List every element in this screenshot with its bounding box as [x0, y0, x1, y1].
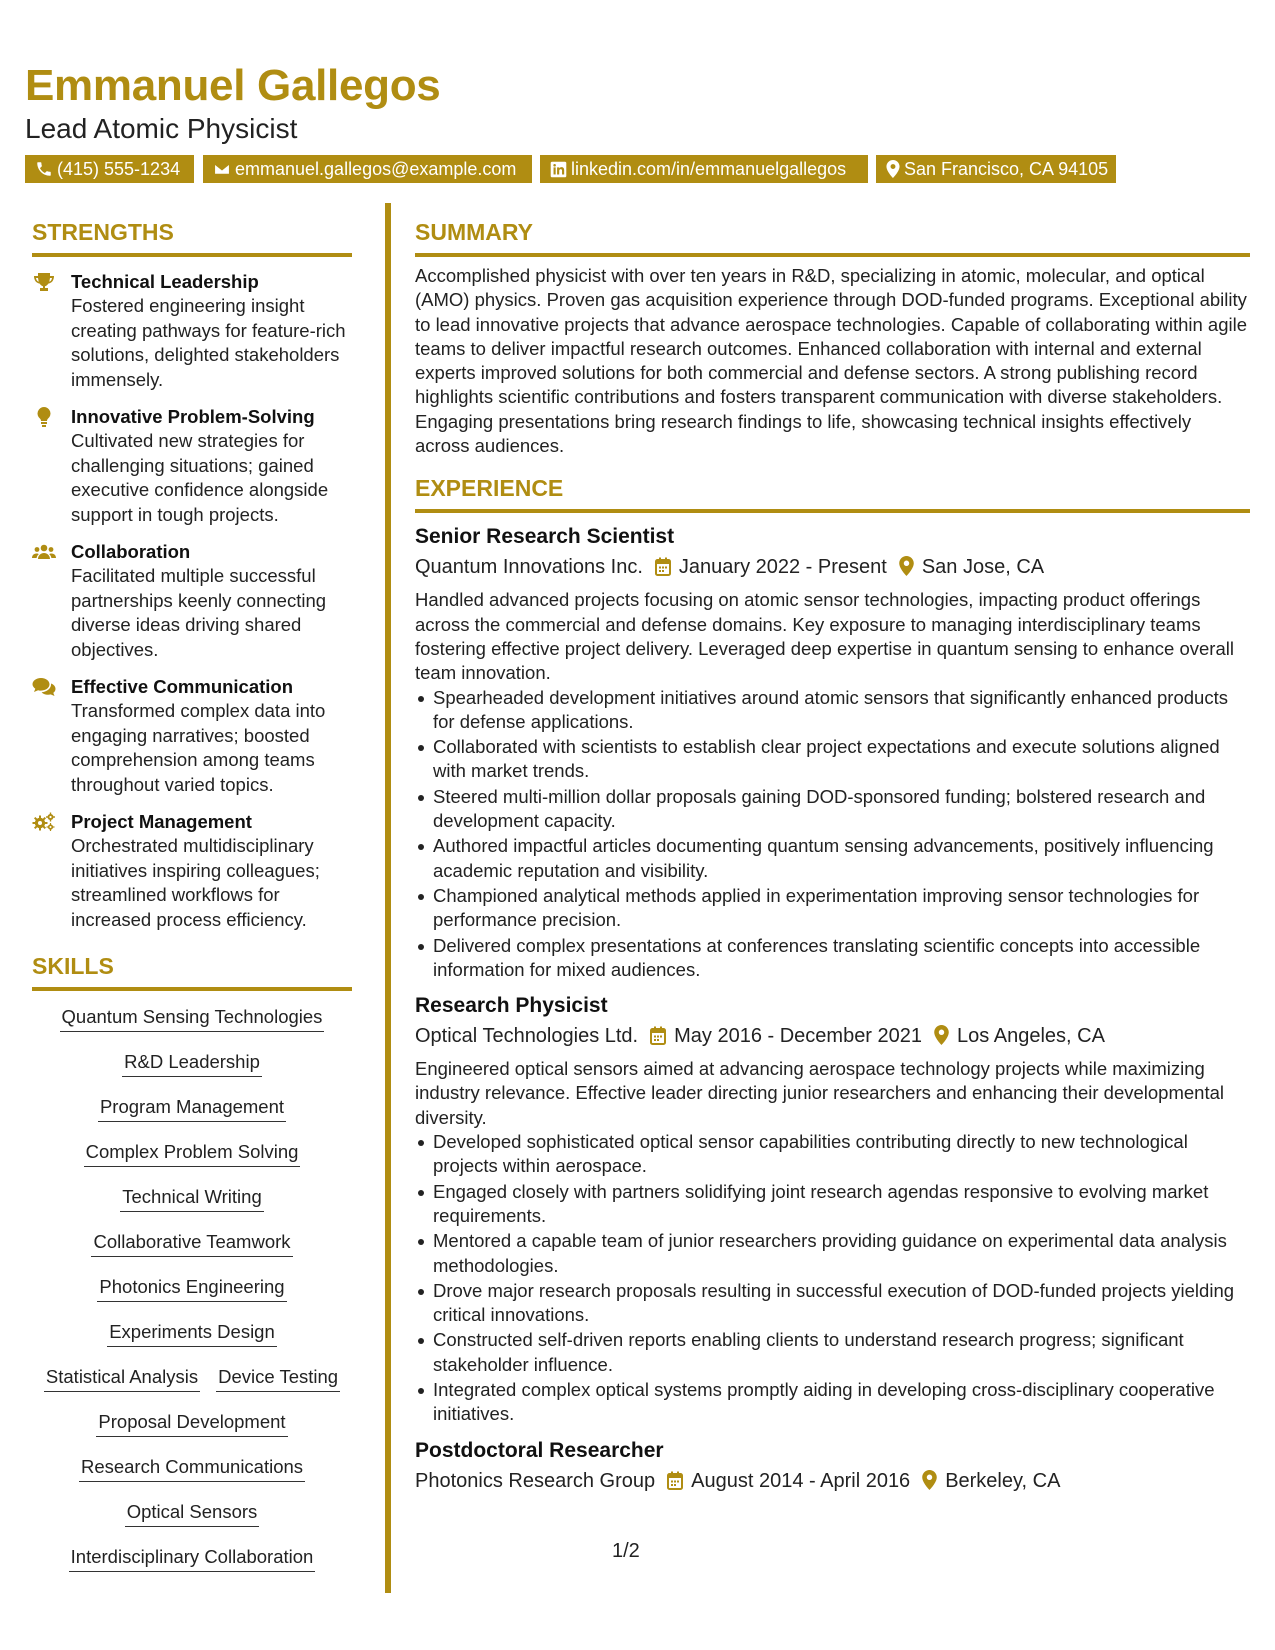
map-marker-icon	[899, 556, 914, 576]
phone-chip[interactable]	[25, 155, 194, 183]
left-column	[32, 218, 352, 1590]
job-title: Senior Research Scientist	[415, 525, 675, 549]
skill-tag: Optical Sensors	[125, 1500, 260, 1527]
linkedin-chip[interactable]	[540, 155, 868, 183]
skill-tag: Statistical Analysis	[44, 1365, 200, 1392]
location-text: San Francisco, CA 94105	[904, 159, 1109, 179]
skill-tag: Program Management	[98, 1095, 286, 1122]
bullet-item: Drove major research proposals resulting in successful execution of DOD-funded projects yielding critical innovations.	[415, 1279, 1250, 1328]
strength-title: Innovative Problem-Solving	[71, 406, 315, 427]
job-entry	[415, 992, 1250, 1426]
linkedin-text: linkedin.com/in/emmanuelgallegos	[571, 159, 847, 179]
bullet-item: Steered multi-million dollar proposals gaining DOD-sponsored funding; bolstered research and development capacity.	[415, 785, 1250, 834]
strength-item	[32, 810, 352, 932]
job-location: Los Angeles, CA	[957, 1025, 1105, 1048]
strength-item	[32, 675, 352, 797]
bullet-item: Spearheaded development initiatives around atomic sensors that significantly enhanced products for defense applications.	[415, 686, 1250, 735]
job-meta	[415, 1466, 1250, 1496]
job-location: Berkeley, CA	[945, 1469, 1061, 1492]
job-dates: January 2022 - Present	[678, 556, 887, 579]
skill-tag: Device Testing	[216, 1365, 340, 1392]
skill-tag: Proposal Development	[96, 1410, 287, 1437]
calendar-icon	[655, 557, 671, 576]
job-title: Postdoctoral Researcher	[415, 1438, 664, 1462]
job-dates: August 2014 - April 2016	[691, 1469, 911, 1492]
strength-title: Technical Leadership	[71, 271, 259, 292]
cogs-icon	[32, 812, 56, 832]
map-marker-icon	[934, 1025, 949, 1045]
job-location: San Jose, CA	[921, 556, 1045, 579]
job-bullets	[415, 1130, 1250, 1427]
phone-text: (415) 555-1234	[57, 159, 181, 179]
users-icon	[32, 542, 56, 562]
job-description: Handled advanced projects focusing on atomic sensor technologies, impacting product offerings across the commercial and defense domains. Key exposure to managing interdisciplinary teams fostering effective project delivery. Leveraged deep expertise in quantum sensing to enhance overall team innovation.	[415, 589, 1234, 684]
resume-header	[25, 60, 1250, 183]
job-meta	[415, 1021, 1250, 1051]
contact-bar	[25, 155, 1250, 183]
job-entry	[415, 1437, 1250, 1496]
email-text: emmanuel.gallegos@example.com	[235, 159, 517, 179]
strength-desc: Fostered engineering insight creating pathways for feature-rich solutions, delighted stakeholders immensely.	[71, 295, 346, 390]
job-title: Research Physicist	[415, 994, 608, 1018]
lightbulb-icon	[32, 407, 56, 427]
strength-item	[32, 540, 352, 662]
email-chip[interactable]	[203, 155, 532, 183]
skill-tag: Technical Writing	[120, 1185, 264, 1212]
bullet-item: Delivered complex presentations at conferences translating scientific concepts into accessible information for mixed audiences.	[415, 934, 1250, 983]
candidate-title: Lead Atomic Physicist	[25, 113, 298, 144]
phone-icon	[35, 160, 53, 178]
bullet-item: Engaged closely with partners solidifying joint research agendas responsive to evolving market requirements.	[415, 1180, 1250, 1229]
comments-icon	[32, 677, 56, 697]
map-marker-icon	[922, 1470, 937, 1490]
job-entry	[415, 523, 1250, 982]
right-column	[415, 218, 1250, 1496]
bullet-item: Authored impactful articles documenting quantum sensing advancements, positively influencing academic reputation and visibility.	[415, 834, 1250, 883]
skill-tag: Quantum Sensing Technologies	[60, 1005, 325, 1032]
trophy-icon	[32, 272, 56, 292]
strength-desc: Orchestrated multidisciplinary initiatives inspiring colleagues; streamlined workflows for increased process efficiency.	[71, 835, 320, 930]
map-marker-icon	[886, 160, 900, 178]
skill-tag: Research Communications	[79, 1455, 305, 1482]
skill-tag: Experiments Design	[107, 1320, 277, 1347]
skill-tag: Interdisciplinary Collaboration	[69, 1545, 316, 1572]
candidate-name: Emmanuel Gallegos	[25, 61, 441, 110]
job-meta	[415, 552, 1250, 582]
location-chip[interactable]	[876, 155, 1116, 183]
experience-heading: EXPERIENCE	[415, 474, 1250, 513]
job-description: Engineered optical sensors aimed at advancing aerospace technology projects while maximizing industry relevance. Effective leader directing junior researchers and enhancing their developmental diversity.	[415, 1058, 1224, 1128]
company-name: Optical Technologies Ltd.	[415, 1025, 639, 1048]
page-number: 1/2	[612, 1540, 640, 1562]
skills-heading: SKILLS	[32, 952, 352, 991]
strength-desc: Facilitated multiple successful partnerships keenly connecting diverse ideas driving shared objectives.	[71, 565, 327, 660]
job-bullets	[415, 686, 1250, 983]
strength-title: Effective Communication	[71, 676, 294, 697]
bullet-item: Collaborated with scientists to establish clear project expectations and execute solutions aligned with market trends.	[415, 735, 1250, 784]
strength-desc: Transformed complex data into engaging narratives; boosted comprehension among teams throughout varied topics.	[71, 700, 326, 795]
column-divider	[385, 203, 391, 1593]
company-name: Photonics Research Group	[415, 1469, 656, 1492]
summary-heading: SUMMARY	[415, 218, 1250, 257]
skill-tag: Photonics Engineering	[97, 1275, 286, 1302]
company-name: Quantum Innovations Inc.	[415, 556, 643, 579]
skill-tag: Collaborative Teamwork	[91, 1230, 292, 1257]
skills-list	[32, 1005, 352, 1590]
bullet-item: Developed sophisticated optical sensor capabilities contributing directly to new technological projects within aerospace.	[415, 1130, 1250, 1179]
strength-title: Project Management	[71, 811, 252, 832]
job-dates: May 2016 - December 2021	[674, 1025, 923, 1048]
strengths-heading: STRENGTHS	[32, 218, 352, 257]
summary-text: Accomplished physicist with over ten years in R&D, specializing in atomic, molecular, and optical (AMO) physics. Proven gas acquisition experience through DOD-funded programs. Exceptional ability to lead innovative projects that advance aerospace technologies. Capable of collaborating within agile teams to deliver impactful research outcomes. Enhanced collaboration with internal and external experts improved solutions for both commercial and defense sectors. A strong publishing record highlights scientific contributions and fosters transparent communication with diverse stakeholders. Engaging presentations bring research findings to life, showcasing technical insights effectively across audiences.	[415, 265, 1248, 457]
linkedin-icon	[550, 161, 567, 178]
bullet-item: Mentored a capable team of junior researchers providing guidance on experimental data analysis methodologies.	[415, 1229, 1250, 1278]
bullet-item: Integrated complex optical systems promptly aiding in developing cross-disciplinary cooperative initiatives.	[415, 1378, 1250, 1427]
strength-desc: Cultivated new strategies for challenging situations; gained executive confidence alongside support in tough projects.	[71, 430, 329, 525]
strength-item	[32, 405, 352, 527]
envelope-icon	[213, 160, 231, 178]
calendar-icon	[667, 1471, 683, 1490]
calendar-icon	[650, 1026, 666, 1045]
bullet-item: Constructed self-driven reports enabling clients to understand research progress; significant stakeholder influence.	[415, 1328, 1250, 1377]
strength-item	[32, 270, 352, 392]
skill-tag: R&D Leadership	[122, 1050, 262, 1077]
skill-tag: Complex Problem Solving	[84, 1140, 301, 1167]
bullet-item: Championed analytical methods applied in experimentation improving sensor technologies for performance precision.	[415, 884, 1250, 933]
strength-title: Collaboration	[71, 541, 191, 562]
